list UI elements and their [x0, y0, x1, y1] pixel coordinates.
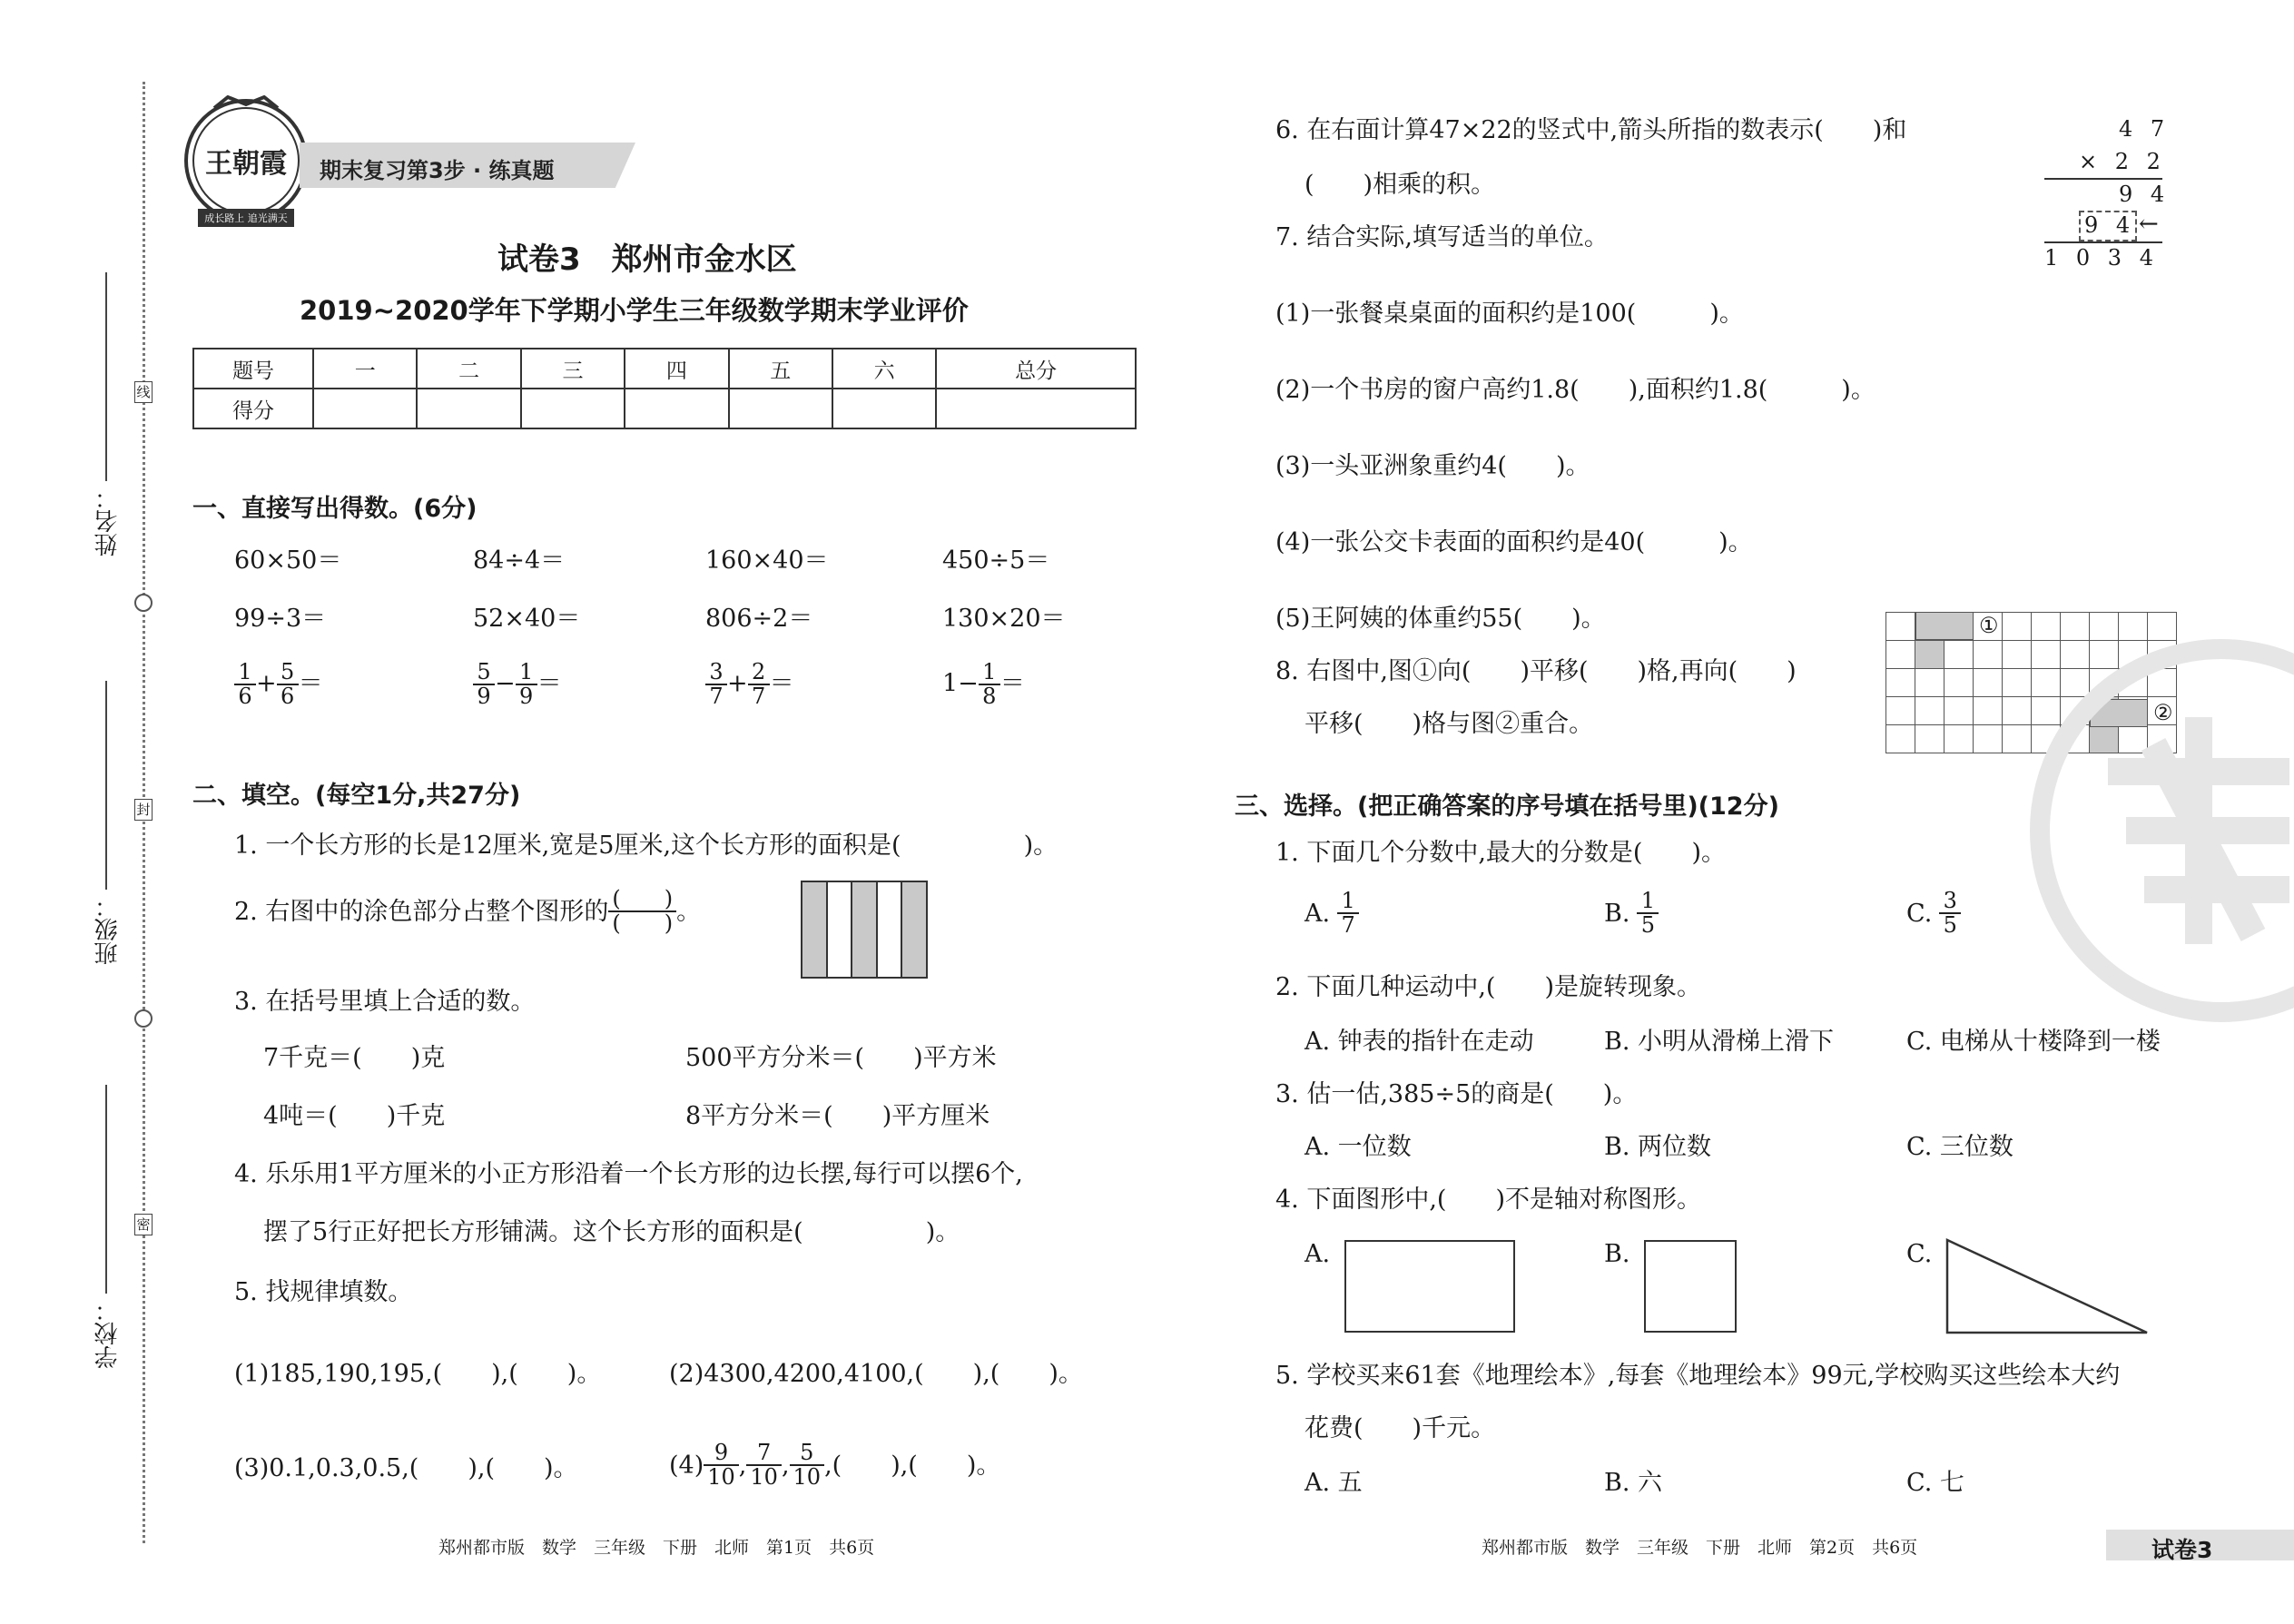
- option-c[interactable]: C. 七: [1906, 1469, 1964, 1497]
- pattern-1: (1)185,190,195,( ),( )。: [234, 1360, 602, 1388]
- strip: [828, 882, 853, 977]
- answer-fraction[interactable]: $\frac{( )}{( )}$: [610, 888, 674, 935]
- question-2-3: 3. 在括号里填上合适的数。: [234, 988, 536, 1016]
- score-input[interactable]: [521, 389, 625, 428]
- unit-item: (5)王阿姨的体重约55( )。: [1275, 605, 1606, 633]
- grid-shape-1-top: [1915, 612, 1974, 640]
- score-input[interactable]: [417, 389, 520, 428]
- logo-slogan: 成长路上 追光满天: [204, 212, 288, 224]
- question-3-5-line1: 5. 学校买来61套《地理绘本》,每套《地理绘本》99元,学校购买这些绘本大约: [1275, 1362, 2121, 1390]
- school-underline[interactable]: [105, 1085, 107, 1294]
- option-a[interactable]: A. 五: [1305, 1469, 1363, 1497]
- square-shape: [1644, 1240, 1737, 1333]
- question-2-7: 7. 结合实际,填写适当的单位。: [1275, 223, 1609, 251]
- fraction: $\frac{1}{6}$: [236, 661, 254, 708]
- calc-row: 9 4: [2084, 212, 2136, 238]
- fraction: $\frac{5}{9}$: [475, 661, 493, 708]
- question-3-5-line2: 花费( )千元。: [1305, 1414, 1496, 1442]
- question-2-6-line1: 6. 在右面计算47×22的竖式中,箭头所指的数表示( )和: [1275, 116, 1907, 144]
- option-a[interactable]: A. $\frac{1}{7}$: [1305, 890, 1359, 937]
- strip: [852, 882, 878, 977]
- grid-label-1: ①: [1979, 613, 1999, 638]
- fraction-calc-item: $\frac{5}{9}$ − $\frac{1}{9}$ ＝: [473, 661, 562, 708]
- calc-line: [2044, 178, 2162, 180]
- fraction: $\frac{3}{5}$: [1941, 890, 1959, 937]
- rectangle-shape: [1344, 1240, 1515, 1333]
- unit-item: (1)一张餐桌桌面的面积约是100( )。: [1275, 300, 1744, 328]
- exam-title: 试卷3 郑州市金水区: [497, 241, 797, 278]
- score-input[interactable]: [832, 389, 936, 428]
- unit-conversion: 500平方分米＝( )平方米: [685, 1044, 997, 1072]
- question-2-4-line1: 4. 乐乐用1平方厘米的小正方形沿着一个长方形的边长摆,每行可以摆6个,: [234, 1160, 1023, 1188]
- fraction-calc-item: 1− $\frac{1}{8}$ ＝: [942, 659, 1025, 710]
- grid-label-2: ②: [2153, 700, 2173, 725]
- unit-item: (2)一个书房的窗户高约1.8( ),面积约1.8( )。: [1275, 376, 1876, 404]
- question-3-4: 4. 下面图形中,( )不是轴对称图形。: [1275, 1186, 1701, 1214]
- brand-logo: [178, 95, 314, 231]
- section-2-heading: 二、填空。(每空1分,共27分): [192, 782, 521, 810]
- question-3-2: 2. 下面几种运动中,( )是旋转现象。: [1275, 973, 1701, 1001]
- score-input[interactable]: [313, 389, 417, 428]
- binding-ring: [134, 594, 153, 612]
- strip: [902, 882, 926, 977]
- fraction-calc-item: $\frac{1}{6}$ + $\frac{5}{6}$ ＝: [234, 661, 323, 708]
- score-cell: 得分: [193, 389, 313, 428]
- unit-item: (3)一头亚洲象重约4( )。: [1275, 452, 1590, 480]
- score-cell: 三: [521, 349, 625, 389]
- calc-item: 130×20＝: [942, 605, 1066, 633]
- question-2-8-line1: 8. 右图中,图①向( )平移( )格,再向( ): [1275, 657, 1797, 685]
- arrow-icon: ←: [2139, 211, 2159, 238]
- score-input[interactable]: [625, 389, 728, 428]
- score-table: [192, 348, 1137, 429]
- striped-rectangle-figure: [801, 881, 928, 979]
- section-1-heading: 一、直接写出得数。(6分): [192, 495, 478, 523]
- right-triangle-shape: [1945, 1238, 2151, 1334]
- class-underline[interactable]: [105, 681, 107, 890]
- name-underline[interactable]: [105, 272, 107, 481]
- option-c[interactable]: C. 电梯从十楼降到一楼: [1906, 1028, 2161, 1056]
- fraction: $\frac{7}{10}$: [748, 1442, 780, 1489]
- calc-item: 99÷3＝: [234, 605, 327, 633]
- calc-item: 450÷5＝: [942, 546, 1050, 575]
- option-a[interactable]: A. 钟表的指针在走动: [1305, 1028, 1534, 1056]
- calc-item: 52×40＝: [473, 605, 581, 633]
- class-label: 班级：: [94, 894, 122, 965]
- calc-line: [2044, 241, 2162, 243]
- binding-ring: [134, 1009, 153, 1028]
- option-b[interactable]: B. 两位数: [1604, 1133, 1712, 1161]
- unit-item: (4)一张公交卡表面的面积约是40( )。: [1275, 528, 1753, 556]
- fraction: $\frac{1}{5}$: [1639, 890, 1657, 937]
- question-2-4-line2: 摆了5行正好把长方形铺满。这个长方形的面积是( )。: [263, 1218, 960, 1246]
- fraction: $\frac{5}{10}$: [792, 1442, 823, 1489]
- fraction: $\frac{9}{10}$: [705, 1442, 737, 1489]
- fraction: $\frac{1}{9}$: [517, 661, 536, 708]
- score-cell: 一: [313, 349, 417, 389]
- option-c[interactable]: C. 三位数: [1906, 1133, 2013, 1161]
- binding-mark-feng: 封: [134, 799, 153, 821]
- unit-conversion: 4吨＝( )千克: [263, 1102, 446, 1130]
- question-2-5: 5. 找规律填数。: [234, 1278, 413, 1306]
- option-c[interactable]: C. $\frac{3}{5}$: [1906, 890, 1961, 937]
- calc-row: 4 7: [2119, 116, 2171, 142]
- score-cell: 四: [625, 349, 728, 389]
- question-2-1: 1. 一个长方形的长是12厘米,宽是5厘米,这个长方形的面积是( )。: [234, 832, 1058, 860]
- question-3-3: 3. 估一估,385÷5的商是( )。: [1275, 1080, 1638, 1108]
- school-label: 学校：: [94, 1298, 122, 1369]
- calc-row: 1 0 3 4: [2044, 245, 2159, 271]
- logo-name: 王朝霞: [205, 148, 287, 180]
- score-cell: 六: [832, 349, 936, 389]
- question-2-8-line2: 平移( )格与图②重合。: [1305, 710, 1594, 738]
- calc-item: 84÷4＝: [473, 546, 566, 575]
- seal-watermark: [2017, 635, 2294, 1026]
- score-header-row: [193, 349, 1136, 389]
- calc-row: × 2 2: [2079, 149, 2166, 174]
- binding-mark-xian: 线: [134, 381, 153, 403]
- highlight-box: [2079, 211, 2137, 241]
- score-input[interactable]: [729, 389, 832, 428]
- pattern-2: (2)4300,4200,4100,( ),( )。: [669, 1360, 1083, 1388]
- fraction: $\frac{3}{7}$: [707, 661, 725, 708]
- score-cell: 题号: [193, 349, 313, 389]
- option-a[interactable]: A.: [1305, 1240, 1331, 1268]
- score-cell: 总分: [936, 349, 1136, 389]
- banner-label: 期末复习第3步 · 练真题: [320, 158, 555, 183]
- calc-item: 60×50＝: [234, 546, 342, 575]
- strip: [802, 882, 828, 977]
- question-2-6-line2: ( )相乘的积。: [1305, 171, 1496, 199]
- calc-item: 160×40＝: [705, 546, 829, 575]
- footer-left: 郑州都市版 数学 三年级 下册 北师 第1页 共6页: [438, 1538, 875, 1558]
- footer-right: 郑州都市版 数学 三年级 下册 北师 第2页 共6页: [1482, 1538, 1918, 1558]
- question-2-2: 2. 右图中的涂色部分占整个图形的 $\frac{( )}{( )}$ 。: [234, 886, 702, 937]
- exam-subtitle: 2019~2020学年下学期小学生三年级数学期末学业评价: [300, 295, 969, 326]
- calc-row: 9 4: [2119, 182, 2171, 207]
- section-3-heading: 三、选择。(把正确答案的序号填在括号里)(12分): [1235, 792, 1779, 821]
- unit-conversion: 7千克＝( )克: [263, 1044, 446, 1072]
- option-b[interactable]: B. 六: [1604, 1469, 1663, 1497]
- pattern-3: (3)0.1,0.3,0.5,( ),( )。: [234, 1454, 578, 1482]
- question-3-1: 1. 下面几个分数中,最大的分数是( )。: [1275, 839, 1726, 867]
- fraction: $\frac{1}{7}$: [1339, 890, 1357, 937]
- score-cell: 五: [729, 349, 832, 389]
- strip: [878, 882, 903, 977]
- score-input[interactable]: [936, 389, 1136, 428]
- footer-tag: 试卷3: [2151, 1537, 2213, 1563]
- fraction: $\frac{2}{7}$: [750, 661, 768, 708]
- score-cell: 二: [417, 349, 520, 389]
- option-b[interactable]: B. 小明从滑梯上滑下: [1604, 1028, 1835, 1056]
- name-label: 姓名：: [94, 486, 122, 556]
- option-b[interactable]: B. $\frac{1}{5}$: [1604, 890, 1659, 937]
- binding-mark-mi: 密: [134, 1214, 153, 1235]
- option-c[interactable]: C.: [1906, 1240, 1933, 1268]
- option-a[interactable]: A. 一位数: [1305, 1133, 1412, 1161]
- calc-item: 806÷2＝: [705, 605, 813, 633]
- score-value-row: [193, 389, 1136, 428]
- fraction: $\frac{5}{6}$: [279, 661, 297, 708]
- fraction-calc-item: $\frac{3}{7}$ + $\frac{2}{7}$ ＝: [705, 661, 794, 708]
- fraction: $\frac{1}{8}$: [980, 661, 999, 708]
- unit-conversion: 8平方分米＝( )平方厘米: [685, 1102, 990, 1130]
- pattern-4: (4) $\frac{9}{10}$ , $\frac{7}{10}$ , $\frac{5}{10}$ ,( ),( )。: [669, 1440, 1001, 1491]
- option-b[interactable]: B.: [1604, 1240, 1630, 1268]
